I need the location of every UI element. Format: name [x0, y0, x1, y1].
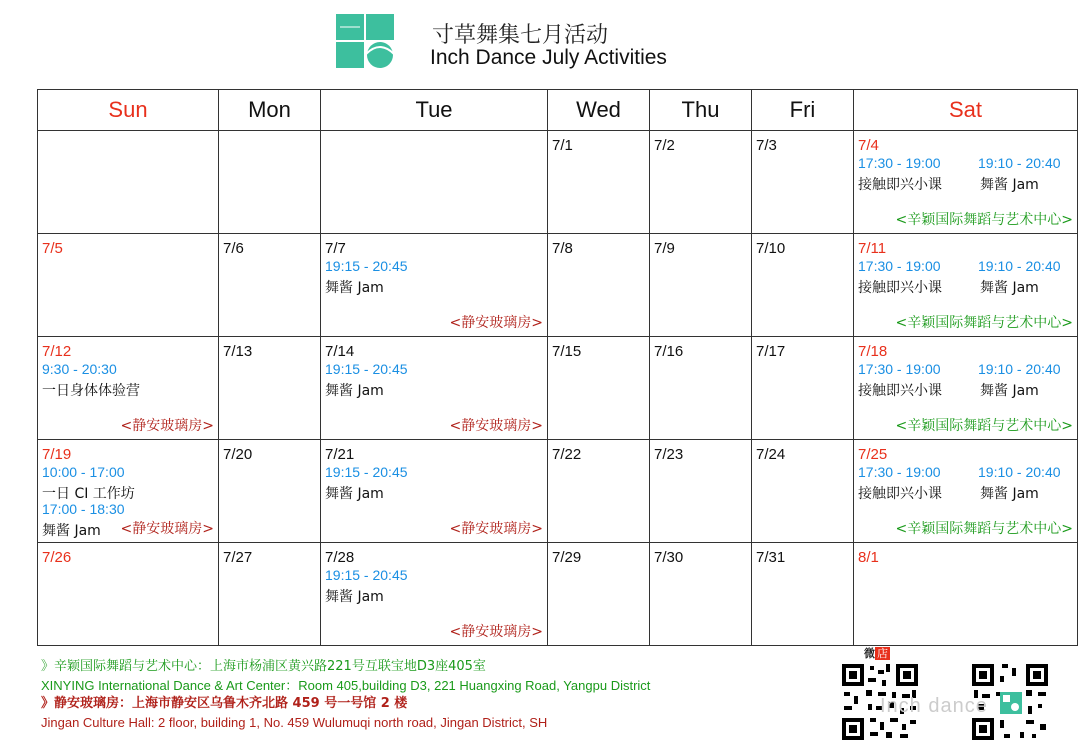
day-cell	[321, 440, 548, 543]
day-cell	[321, 543, 548, 646]
day-cell	[38, 337, 219, 440]
day-cell	[321, 131, 548, 234]
day-date: 7/21	[325, 446, 355, 463]
event-title: 接触即兴小课	[858, 177, 942, 193]
day-cell	[650, 543, 752, 646]
event-time: 17:30 - 19:00	[858, 361, 941, 377]
jingan-address-en: Jingan Culture Hall: 2 floor, building 1, No. 459 Wulumuqi north road, Jingan District, SH	[41, 714, 548, 730]
event-title: 一日身体体验营	[42, 383, 140, 399]
event-time: 19:15 - 20:45	[325, 567, 408, 583]
footer-addresses	[41, 658, 650, 732]
event-time: 17:30 - 19:00	[858, 155, 941, 171]
day-cell	[854, 337, 1078, 440]
day-cell	[38, 131, 219, 234]
day-cell	[548, 234, 650, 337]
event-title: 舞酱 Jam	[980, 280, 1039, 296]
day-date: 8/1	[858, 549, 879, 566]
day-cell	[219, 234, 321, 337]
inch-dance-logo-icon	[336, 14, 394, 68]
weekday-wed: Wed	[548, 90, 650, 131]
weekday-tue: Tue	[321, 90, 548, 131]
event-location: <静安玻璃房>	[449, 624, 543, 640]
day-cell	[752, 234, 854, 337]
day-date: 7/30	[654, 549, 684, 566]
title-english: Inch Dance July Activities	[430, 46, 667, 69]
day-cell	[219, 543, 321, 646]
event-time: 19:10 - 20:40	[978, 258, 1061, 274]
day-cell	[548, 131, 650, 234]
day-cell	[548, 337, 650, 440]
day-date: 7/7	[325, 240, 346, 257]
event-time: 9:30 - 20:30	[42, 361, 117, 377]
event-title: 接触即兴小课	[858, 280, 942, 296]
day-date: 7/3	[756, 137, 777, 154]
day-date: 7/13	[223, 343, 253, 360]
header	[0, 0, 1080, 88]
weekday-sun: Sun	[38, 90, 219, 131]
day-cell	[650, 440, 752, 543]
day-cell	[548, 440, 650, 543]
event-location: <静安玻璃房>	[120, 521, 214, 537]
day-cell	[650, 234, 752, 337]
week-row	[38, 131, 1078, 234]
week-row	[38, 543, 1078, 646]
day-cell	[650, 131, 752, 234]
event-title: 接触即兴小课	[858, 383, 942, 399]
day-date: 7/10	[756, 240, 786, 257]
weekday-header-row	[38, 90, 1078, 131]
weekday-mon: Mon	[219, 90, 321, 131]
event-location: <辛颖国际舞蹈与艺术中心>	[895, 212, 1073, 228]
day-cell	[321, 234, 548, 337]
day-cell	[752, 440, 854, 543]
day-date: 7/20	[223, 446, 253, 463]
event-time: 19:15 - 20:45	[325, 464, 408, 480]
day-cell	[752, 131, 854, 234]
wechat-store-badge-prefix: 微	[864, 647, 875, 660]
wechat-store-badge-label: 店	[877, 647, 888, 660]
calendar-table	[37, 89, 1078, 646]
title-chinese: 寸草舞集七月活动	[432, 23, 609, 48]
event-title: 舞酱 Jam	[980, 486, 1039, 502]
day-date: 7/11	[858, 240, 887, 257]
day-cell	[38, 440, 219, 543]
day-date: 7/6	[223, 240, 244, 257]
day-date: 7/12	[42, 343, 72, 360]
event-location: <辛颖国际舞蹈与艺术中心>	[895, 521, 1073, 537]
wechat-store-badge	[864, 645, 890, 661]
day-cell	[219, 337, 321, 440]
day-date: 7/25	[858, 446, 888, 463]
event-title: 舞酱 Jam	[325, 486, 384, 502]
day-cell	[38, 234, 219, 337]
event-title: 接触即兴小课	[858, 486, 942, 502]
event-title: 舞酱 Jam	[42, 523, 101, 539]
day-date: 7/4	[858, 137, 879, 154]
weekday-fri: Fri	[752, 90, 854, 131]
event-location: <静安玻璃房>	[449, 521, 543, 537]
jingan-address-cn: 》静安玻璃房：上海市静安区乌鲁木齐北路 459 号一号馆 2 楼	[41, 696, 408, 711]
event-time: 19:15 - 20:45	[325, 258, 408, 274]
day-cell	[752, 543, 854, 646]
event-time: 17:30 - 19:00	[858, 464, 941, 480]
day-date: 7/23	[654, 446, 684, 463]
day-cell	[321, 337, 548, 440]
day-cell	[854, 131, 1078, 234]
week-row	[38, 440, 1078, 543]
event-location: <静安玻璃房>	[449, 418, 543, 434]
day-cell	[854, 543, 1078, 646]
day-date: 7/17	[756, 343, 786, 360]
xinying-address-en: XINYING International Dance & Art Center：Room 405,building D3, 221 Huangxing Road, Yangpu District	[41, 677, 651, 693]
weekday-thu: Thu	[650, 90, 752, 131]
day-cell	[38, 543, 219, 646]
week-row	[38, 234, 1078, 337]
day-cell	[752, 337, 854, 440]
weekday-sat: Sat	[854, 90, 1078, 131]
day-date: 7/16	[654, 343, 684, 360]
day-date: 7/28	[325, 549, 355, 566]
day-date: 7/29	[552, 549, 582, 566]
event-location: <辛颖国际舞蹈与艺术中心>	[895, 315, 1073, 331]
event-time: 19:15 - 20:45	[325, 361, 408, 377]
event-time: 10:00 - 17:00	[42, 464, 125, 480]
day-date: 7/1	[552, 137, 573, 154]
event-title: 舞酱 Jam	[325, 589, 384, 605]
day-date: 7/15	[552, 343, 582, 360]
day-date: 7/8	[552, 240, 573, 257]
event-time: 17:00 - 18:30	[42, 501, 125, 517]
day-date: 7/18	[858, 343, 888, 360]
week-row	[38, 337, 1078, 440]
xinying-address-cn: 》辛颖国际舞蹈与艺术中心：上海市杨浦区黄兴路221号互联宝地D3座405室	[41, 659, 486, 674]
day-cell	[854, 234, 1078, 337]
day-cell	[219, 440, 321, 543]
day-date: 7/31	[756, 549, 786, 566]
day-date: 7/22	[552, 446, 582, 463]
event-time: 17:30 - 19:00	[858, 258, 941, 274]
event-title: 舞酱 Jam	[325, 383, 384, 399]
day-cell	[548, 543, 650, 646]
event-title: 一日 CI 工作坊	[42, 486, 135, 502]
day-date: 7/26	[42, 549, 72, 566]
event-location: <静安玻璃房>	[449, 315, 543, 331]
day-date: 7/5	[42, 240, 63, 257]
event-time: 19:10 - 20:40	[978, 155, 1061, 171]
watermark-text: Inch dance	[880, 695, 988, 717]
day-date: 7/27	[223, 549, 253, 566]
day-date: 7/9	[654, 240, 675, 257]
day-date: 7/19	[42, 446, 72, 463]
day-date: 7/14	[325, 343, 355, 360]
day-date: 7/24	[756, 446, 786, 463]
event-time: 19:10 - 20:40	[978, 361, 1061, 377]
event-title: 舞酱 Jam	[325, 280, 384, 296]
day-cell	[854, 440, 1078, 543]
event-location: <辛颖国际舞蹈与艺术中心>	[895, 418, 1073, 434]
event-time: 19:10 - 20:40	[978, 464, 1061, 480]
day-cell	[650, 337, 752, 440]
event-title: 舞酱 Jam	[980, 177, 1039, 193]
event-title: 舞酱 Jam	[980, 383, 1039, 399]
event-location: <静安玻璃房>	[120, 418, 214, 434]
day-date: 7/2	[654, 137, 675, 154]
day-cell	[219, 131, 321, 234]
